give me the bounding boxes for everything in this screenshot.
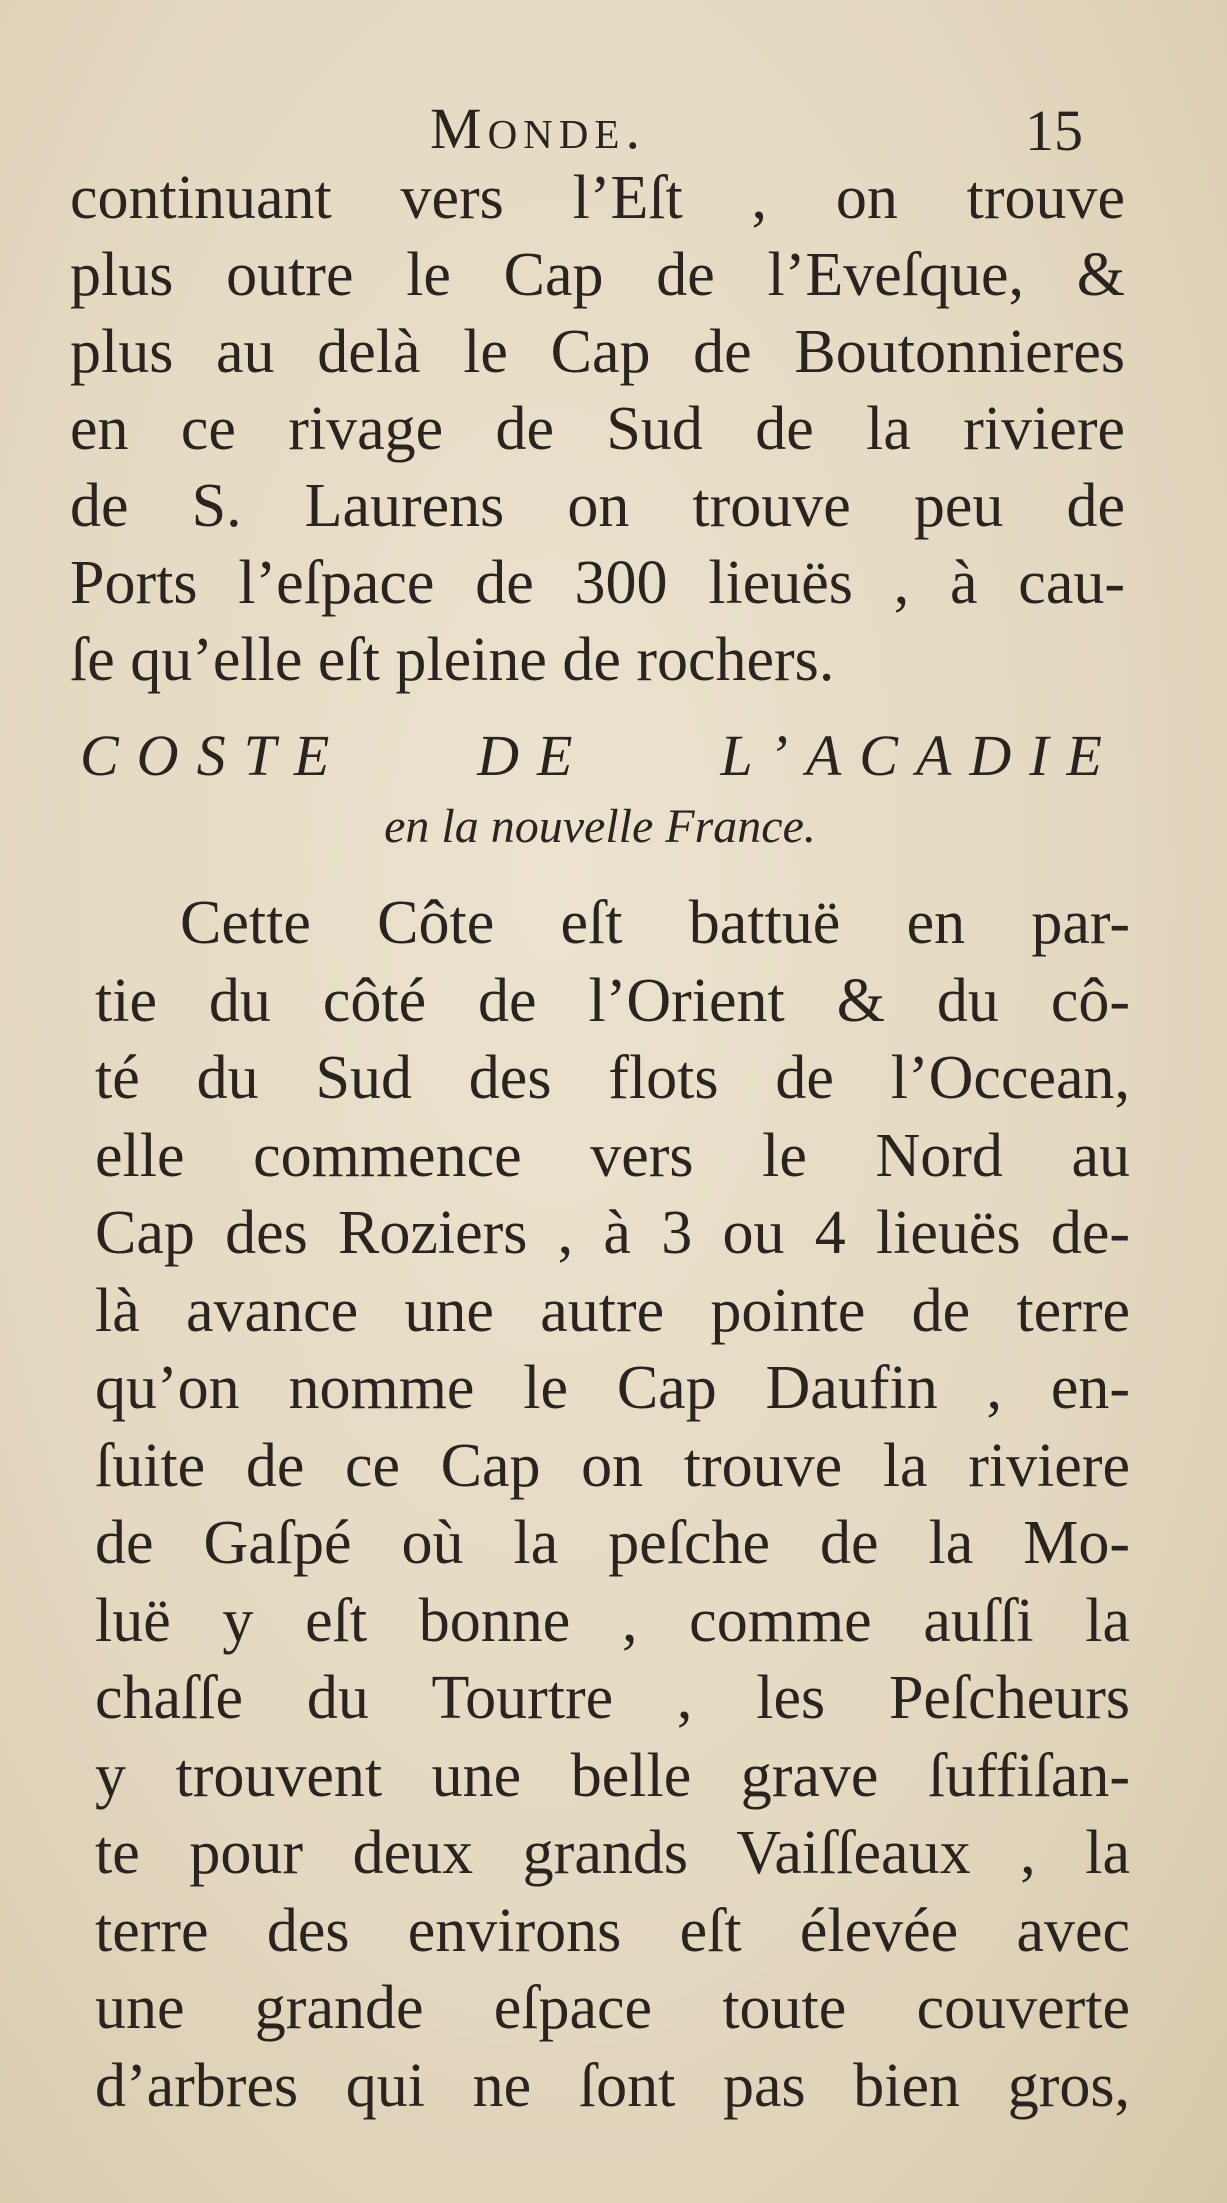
paragraph-2 xyxy=(95,885,1130,2125)
text-line: en ce rivage de Sud de la riviere xyxy=(70,395,1125,463)
text-line: Cette Côte eſt battuë en par- xyxy=(180,889,1130,957)
heading-title: COSTE DE L’ACADIE xyxy=(80,723,1120,788)
text-line: chaſſe du Tourtre , les Peſcheurs xyxy=(95,1664,1130,1732)
text-line: là avance une autre pointe de terre xyxy=(95,1276,1130,1345)
text-line: ſuite de ce Cap on trouve la riviere xyxy=(95,1431,1130,1500)
text-line: plus outre le Cap de l’Eveſque, & xyxy=(70,241,1125,309)
running-title: Monde. xyxy=(430,96,646,161)
text-line: te pour deux grands Vaiſſeaux , la xyxy=(95,1819,1130,1887)
text-line: terre des environs eſt élevée avec xyxy=(95,1896,1130,1965)
text-line: une grande eſpace toute couverte xyxy=(95,1974,1130,2042)
page-number: 15 xyxy=(1025,98,1083,163)
text-line: luë y eſt bonne , comme auſſi la xyxy=(95,1586,1130,1655)
text-line: continuant vers l’Eſt , on trouve xyxy=(70,164,1125,232)
text-line: ſe qu’elle eſt pleine de rochers. xyxy=(70,626,835,694)
text-line: Cap des Roziers , à 3 ou 4 lieuës de- xyxy=(95,1199,1130,1267)
text-line: d’arbres qui ne ſont pas bien gros, xyxy=(95,2051,1130,2120)
page-header xyxy=(0,95,1227,165)
heading-subtitle: en la nouvelle France. xyxy=(384,800,816,853)
text-line: elle commence vers le Nord au xyxy=(95,1121,1130,1190)
section-heading xyxy=(80,720,1120,862)
text-line: y trouvent une belle grave ſuffiſan- xyxy=(95,1741,1130,1810)
text-line: té du Sud des flots de l’Occean, xyxy=(95,1044,1130,1112)
text-line: de Gaſpé où la peſche de la Mo- xyxy=(95,1509,1130,1577)
text-line: Ports l’eſpace de 300 lieuës , à cau- xyxy=(70,549,1125,617)
text-line: tie du côté de l’Orient & du cô- xyxy=(95,966,1130,1035)
text-line: plus au delà le Cap de Boutonnieres xyxy=(70,318,1125,386)
text-line: de S. Laurens on trouve peu de xyxy=(70,472,1125,540)
text-line: qu’on nomme le Cap Daufin , en- xyxy=(95,1354,1130,1422)
paragraph-1 xyxy=(70,160,1125,699)
